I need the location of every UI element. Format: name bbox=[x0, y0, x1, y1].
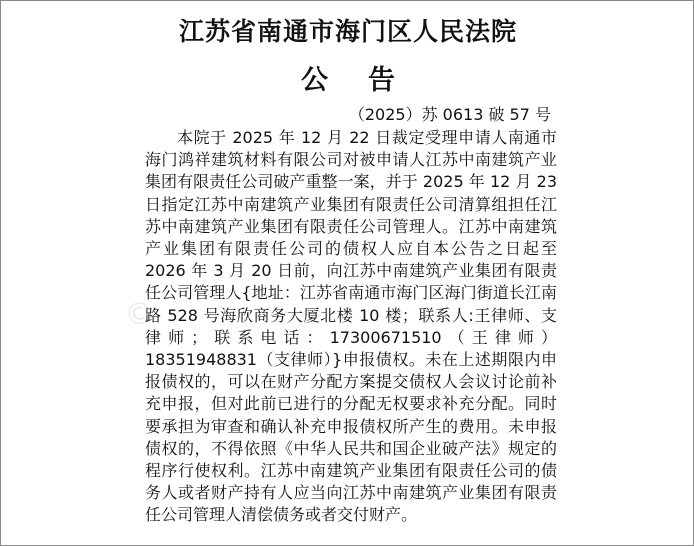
case-number: （2025）苏 0613 破 57 号 bbox=[348, 105, 551, 124]
court-name: 江苏省南通市海门区人民法院 bbox=[178, 17, 517, 46]
watermark: © bbox=[121, 293, 161, 336]
notice-body: 本院于 2025 年 12 月 22 日裁定受理申请人南通市海门鸿祥建筑材料有限公司对被申请人江苏中南建筑产业集团有限责任公司破产重整一案，并于 2025 年 12 月 23 日指定江苏中南建筑产业集团有限责任公司清算组担任江苏中南建筑产业集团有限责任公司管理人。江苏中南建筑产业集团有限责任公司的债权人应自本公告之日起至 2026 年 3 月 20 日前，向江苏中南建筑产业集团有限责任公司管理人{地址：江苏省南通市海门区海门街道长江南路 528 号海欣商务大厦北楼 10 楼；联系人:王律师、支律师；联系电话：17300671510（王律师）18351948831（支律师）}申报债权。未在上述期限内申报债权的，可以在财产分配方案提交债权人会议讨论前补充申报，但对此前已进行的分配无权要求补充分配。同时要承担为审查和确认补充申报债权所产生的费用。未申报债权的，不得依照《中华人民共和国企业破产法》规定的程序行使权利。江苏中南建筑产业集团有限责任公司的债务人或者财产持有人应当向江苏中南建筑产业集团有限责任公司管理人清偿债务或者交付财产。 bbox=[145, 128, 557, 525]
notice-title: 公告 bbox=[301, 65, 435, 96]
